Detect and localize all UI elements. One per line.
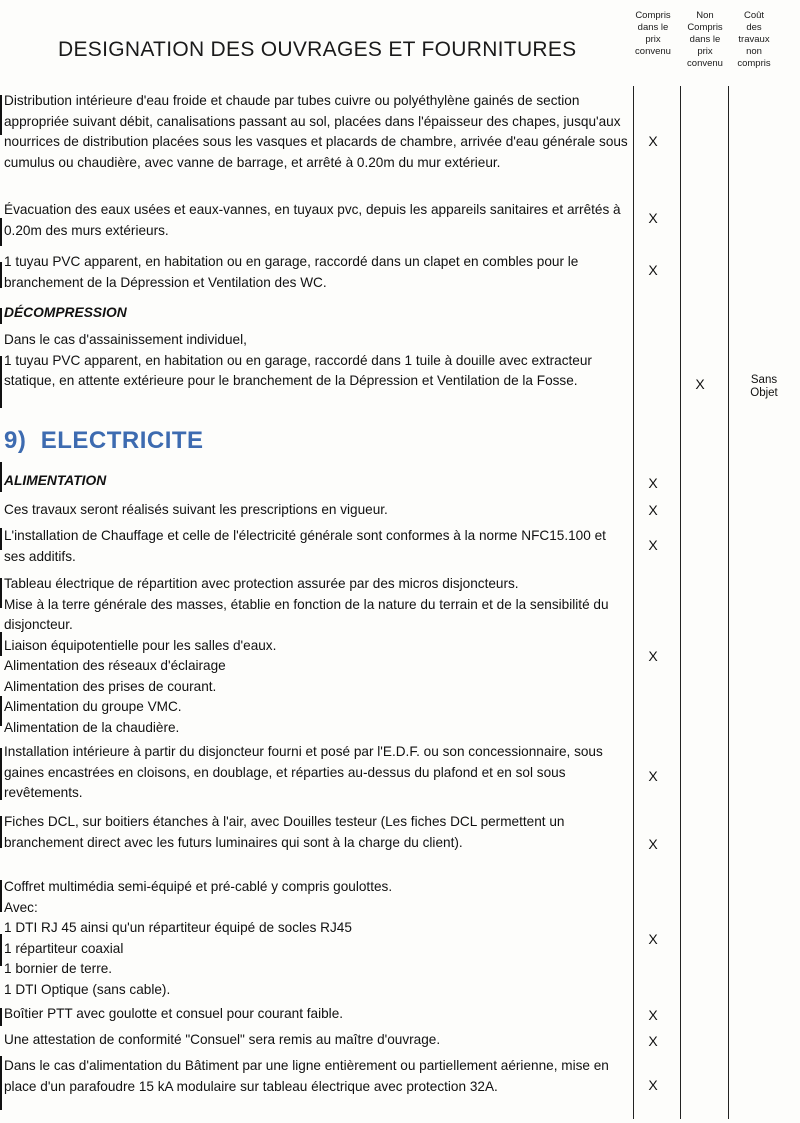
text-block: Une attestation de conformité "Consuel" sera remis au maître d'ouvrage. bbox=[4, 1032, 441, 1047]
margin-mark bbox=[0, 748, 2, 800]
text-block: Tableau électrique de répartition avec protection assurée par des micros disjoncteurs. Mise à la terre générale des masses, établie en fonction de la nature du terrain et de la sensibilité du disjoncteur. Liaison équipotentielle pour les salles d'eaux. Alimentation des réseaux d'éclairage Alimentation des prises de courant. Alimentation du groupe VMC. Alimentation de la chaudière. bbox=[4, 576, 609, 735]
margin-mark bbox=[0, 1008, 2, 1026]
text-block: Coffret multimédia semi-équipé et pré-cablé y compris goulottes. Avec: 1 DTI RJ 45 ainsi qu'un répartiteur équipé de socles RJ45 1 répartiteur coaxial 1 bornier de terre. 1 DTI Optique (sans cable). bbox=[4, 879, 393, 997]
column-divider bbox=[633, 86, 634, 1119]
page-title: DESIGNATION DES OUVRAGES ET FOURNITURES bbox=[58, 38, 577, 61]
margin-mark bbox=[0, 95, 2, 135]
text-block: Évacuation des eaux usées et eaux-vannes, en tuyaux pvc, depuis les appareils sanitaires et arrêtés à 0.20m des murs extérieurs. bbox=[4, 202, 621, 238]
column-header-non-compris: Non Compris dans le prix convenu bbox=[687, 10, 723, 69]
column-divider bbox=[728, 86, 729, 1119]
text-block: Dans le cas d'assainissement individuel, 1 tuyau PVC apparent, en habitation ou en garage, raccordé dans 1 tuile à douille avec extracteur statique, en attente extérieure pour le branchement de la Dépression et Ventilation de la Fosse. bbox=[4, 332, 592, 388]
mark-compris: X bbox=[648, 1077, 658, 1093]
section-heading: 9) ELECTRICITE bbox=[4, 427, 204, 454]
margin-mark bbox=[0, 356, 2, 408]
margin-mark bbox=[0, 934, 2, 966]
text-block: 1 tuyau PVC apparent, en habitation ou en garage, raccordé dans un clapet en combles pour le branchement de la Dépression et Ventilation des WC. bbox=[4, 254, 579, 290]
cost-note: Sans Objet bbox=[750, 374, 778, 399]
mark-non-compris: X bbox=[695, 376, 705, 392]
mark-compris: X bbox=[648, 537, 658, 553]
mark-compris: X bbox=[648, 1033, 658, 1049]
text-block: Fiches DCL, sur boitiers étanches à l'air, avec Douilles testeur (Les fiches DCL permettent un branchement direct avec les futurs luminaires qui sont à la charge du client). bbox=[4, 814, 565, 850]
margin-mark bbox=[0, 1056, 2, 1110]
text-block: Installation intérieure à partir du disjoncteur fourni et posé par l'E.D.F. ou son concessionnaire, sous gaines encastrées en cloisons, en doublage, et réparties au-dessus du plafond et en sol sous revêtements. bbox=[4, 744, 603, 800]
mark-compris: X bbox=[648, 475, 658, 491]
subsection-heading: ALIMENTATION bbox=[4, 473, 107, 488]
column-divider bbox=[680, 86, 681, 1119]
mark-compris: X bbox=[648, 931, 658, 947]
margin-mark bbox=[0, 880, 2, 912]
mark-compris: X bbox=[648, 768, 658, 784]
mark-compris: X bbox=[648, 1007, 658, 1023]
text-block: Boîtier PTT avec goulotte et consuel pour courant faible. bbox=[4, 1006, 344, 1021]
margin-mark bbox=[0, 308, 2, 324]
column-header-compris: Compris dans le prix convenu bbox=[635, 10, 671, 57]
margin-mark bbox=[0, 262, 2, 288]
margin-mark bbox=[0, 528, 2, 550]
mark-compris: X bbox=[648, 836, 658, 852]
text-block: Distribution intérieure d'eau froide et chaude par tubes cuivre ou polyéthylène gainés de section appropriée suivant débit, canalisations passant au sol, placées dans l'épaisseur des chapes, jusqu'aux nourrices de distribution placées sous les vasques et placards de chambre, arrivée d'eau générale sous cumulus ou chaudière, avec vanne de barrage, et arrêté à 0.20m du mur extérieur. bbox=[4, 93, 628, 170]
text-block: Dans le cas d'alimentation du Bâtiment par une ligne entièrement ou partiellement aérienne, mise en place d'un parafoudre 15 kA modulaire sur tableau électrique avec protection 32A. bbox=[4, 1058, 609, 1094]
subsection-heading: DÉCOMPRESSION bbox=[4, 305, 127, 320]
margin-mark bbox=[0, 816, 2, 848]
mark-compris: X bbox=[648, 210, 658, 226]
mark-compris: X bbox=[648, 133, 658, 149]
text-block: Ces travaux seront réalisés suivant les prescriptions en vigueur. bbox=[4, 502, 388, 517]
mark-compris: X bbox=[648, 262, 658, 278]
margin-mark bbox=[0, 696, 2, 726]
margin-mark bbox=[0, 632, 2, 656]
mark-compris: X bbox=[648, 648, 658, 664]
column-header-cout: Coût des travaux non compris bbox=[737, 10, 771, 69]
margin-mark bbox=[0, 462, 2, 492]
margin-mark bbox=[0, 578, 2, 608]
text-block: L'installation de Chauffage et celle de l'électricité générale sont conformes à la norme NFC15.100 et ses additifs. bbox=[4, 528, 606, 564]
mark-compris: X bbox=[648, 502, 658, 518]
margin-mark bbox=[0, 218, 2, 246]
